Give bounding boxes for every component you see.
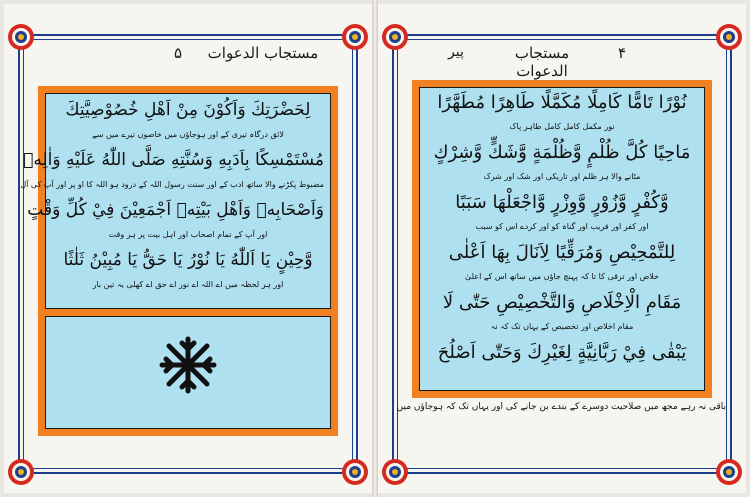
ornament-panel [38,316,338,436]
translation-line: اور ہر لحظہ میں اے اللہ اے نور اے حق اے کھلی یہ تین بار [92,280,284,289]
translation-line: مٹانے والا ہر ظلم اور تاریکی اور شک اور شرک [483,172,641,181]
translation-line: لائق درگاہ تیری کے اور ہوجاؤں میں خاصوں تیرے میں سے [92,130,284,139]
snowflake-icon [158,335,218,395]
arabic-line: وَّكُفْرٍ وَّزُوْرٍ وَّوِزْرٍ وَّاجْعَلْهَا سَبَبًا [455,192,669,213]
page-title: مستجاب الدعوات [207,44,319,62]
left-page [4,4,372,493]
corner-rosette-icon [380,457,410,487]
translation-line: خلاص اور ترقی کا تا کہ پہنچ جاؤں میں ساتھ اس کے اعلیٰ [464,272,659,281]
arabic-line: مَقَامِ الْاِخْلَاصِ وَالتَّخْصِيْصِ حَتّٰى لَا [442,292,682,313]
corner-rosette-icon [340,457,370,487]
arabic-line: لِحَضْرَتِكَ وَاَكُوْنَ مِنْ اَهْلِ خُصُوْصِيَّتِكَ [65,100,311,120]
page-header [428,44,696,80]
translation-line: باقی نہ رہے مجھ میں صلاحیت دوسرے کے بندے بن جانے کی اور یہاں تک کہ ہوجاؤں میں [396,402,726,412]
translation-line: مضبوط پکڑنے والا ساتھ ادب کے اور سنت رسول اللہ کے درود ہو اللہ کا او پر اور آپ کی آل [20,180,324,189]
arabic-line: وَاَصْحَابِهٖ وَاَهْلِ بَيْتِهٖ اَجْمَعِيْنَ فِيْ كُلِّ وَقْتٍ [27,200,324,220]
header-word: پیر [448,44,464,60]
right-page [378,4,746,493]
arabic-line: مَاحِيًا كُلَّ ظُلْمٍ وَّظُلْمَةٍ وَّشَكٍّ وَّشِرْكٍ [433,142,691,163]
text-panel [412,80,712,398]
arabic-line: مُسْتَمْسِكًا بِاَدَبِهِ وَسُنَّتِهِ صَلَّى اللّٰهُ عَلَيْهِ وَاٰلِهٖ [23,150,324,170]
text-panel [20,86,338,316]
translation-line: اور آپ کے تمام اصحاب اور اہل بیت پر ہر وقت [108,230,268,239]
corner-rosette-icon [714,457,744,487]
corner-rosette-icon [380,22,410,52]
page-number: ۵ [174,44,183,62]
corner-rosette-icon [6,22,36,52]
arabic-line: لِلتَّمْحِيْصِ وَمُرَقِّيًا لِاَنَالَ بِهَا اَعْلٰى [448,242,676,263]
arabic-line: يَبْقٰى فِيْ رَبَّانِيَّةٍ لِغَيْرِكَ وَحَتّٰى اَصْلُحَ [437,342,687,363]
translation-line: اور کفر اور فریب اور گناہ کو اور کردے اس کو سبب [475,222,649,231]
page-header [54,44,322,68]
translation-line: مقام اخلاص اور تخصیص کے یہاں تک کہ نہ [490,322,634,331]
corner-rosette-icon [714,22,744,52]
corner-rosette-icon [6,457,36,487]
page-number: ۴ [617,44,626,62]
translation-line: نور مکمل کامل کامل طاہر پاک [509,122,615,131]
corner-rosette-icon [340,22,370,52]
page-title: مستجاب الدعوات [514,44,570,80]
arabic-line: نُوْرًا تَامًّا كَامِلًا مُكَمَّلًا طَاهِرًا مُطَهَّرًا [437,92,687,113]
arabic-line: وَّحِيْنٍ يَا اَللّٰهُ يَا نُوْرُ يَا حَقُّ يَا مُبِيْنُ ثَلٰثًا [63,250,313,270]
